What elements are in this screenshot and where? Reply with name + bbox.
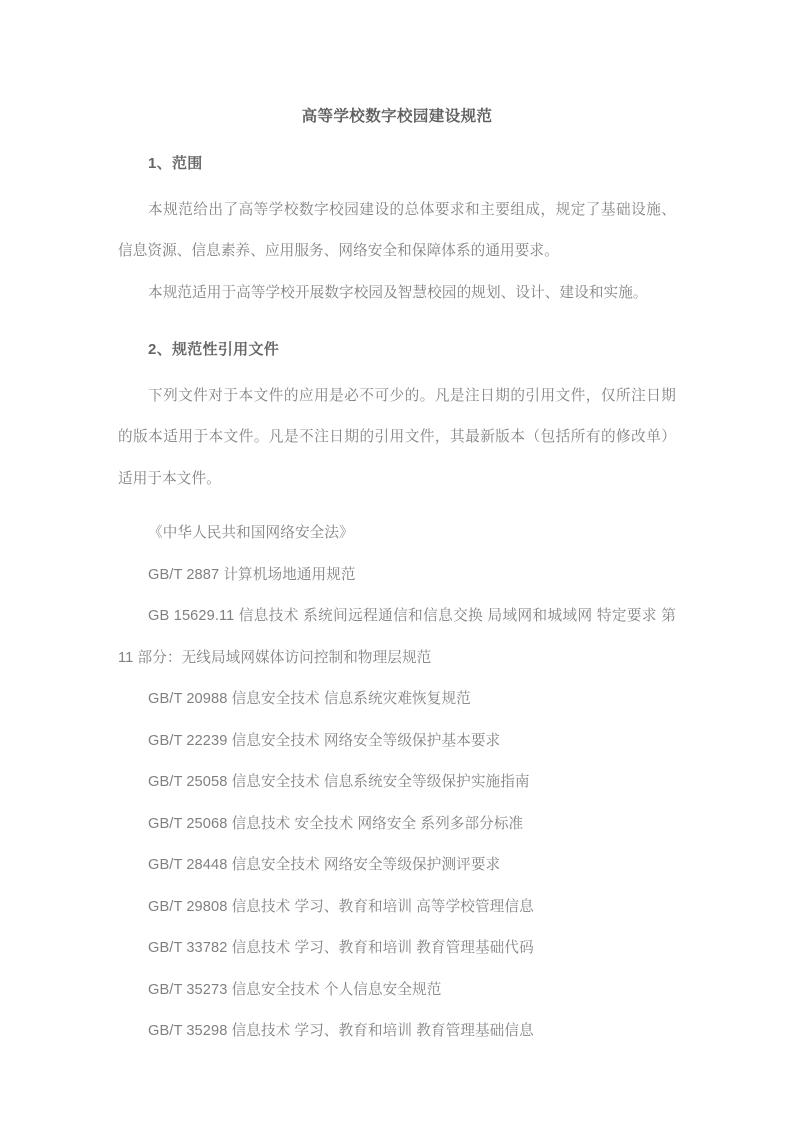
list-item: GB/T 35273 信息安全技术 个人信息安全规范 [148,981,442,998]
list-item: GB/T 29808 信息技术 学习、教育和培训 高等学校管理信息 [148,898,534,915]
section-heading-normative-references: 2、规范性引用文件 [148,341,280,359]
document-body [118,0,676,1053]
list-item: GB/T 2887 计算机场地通用规范 [148,566,356,583]
list-item: GB/T 22239 信息安全技术 网络安全等级保护基本要求 [148,732,501,749]
list-item: GB/T 35298 信息技术 学习、教育和培训 教育管理基础信息 [148,1023,534,1040]
paragraph-scope-applicability: 本规范适用于高等学校开展数字校园及智慧校园的规划、设计、建设和实施。 [148,284,648,301]
list-item: 《中华人民共和国网络安全法》 [148,525,354,542]
list-item: GB/T 28448 信息安全技术 网络安全等级保护测评要求 [148,857,501,874]
list-item: GB/T 20988 信息安全技术 信息系统灾难恢复规范 [148,691,471,708]
document-title: 高等学校数字校园建设规范 [301,108,493,125]
paragraph-scope-overview: 本规范给出了高等学校数字校园建设的总体要求和主要组成，规定了基础设施、信息资源、信息素养、应用服务、网络安全和保障体系的通用要求。 [118,201,676,260]
list-item: GB/T 33782 信息技术 学习、教育和培训 教育管理基础代码 [148,940,534,957]
section-heading-scope: 1、范围 [148,155,203,173]
list-item: GB 15629.11 信息技术 系统间远程通信和信息交换 局域网和城域网 特定要求 第 11 部分：无线局域网媒体访问控制和物理层规范 [118,608,676,666]
list-item: GB/T 25058 信息安全技术 信息系统安全等级保护实施指南 [148,774,530,791]
normative-reference-list [118,500,676,1053]
paragraph-normative-references-intro: 下列文件对于本文件的应用是必不可少的。凡是注日期的引用文件，仅所注日期的版本适用于本文件。凡是不注日期的引用文件，其最新版本（包括所有的修改单）适用于本文件。 [118,387,676,487]
list-item: GB/T 25068 信息技术 安全技术 网络安全 系列多部分标准 [148,815,524,832]
